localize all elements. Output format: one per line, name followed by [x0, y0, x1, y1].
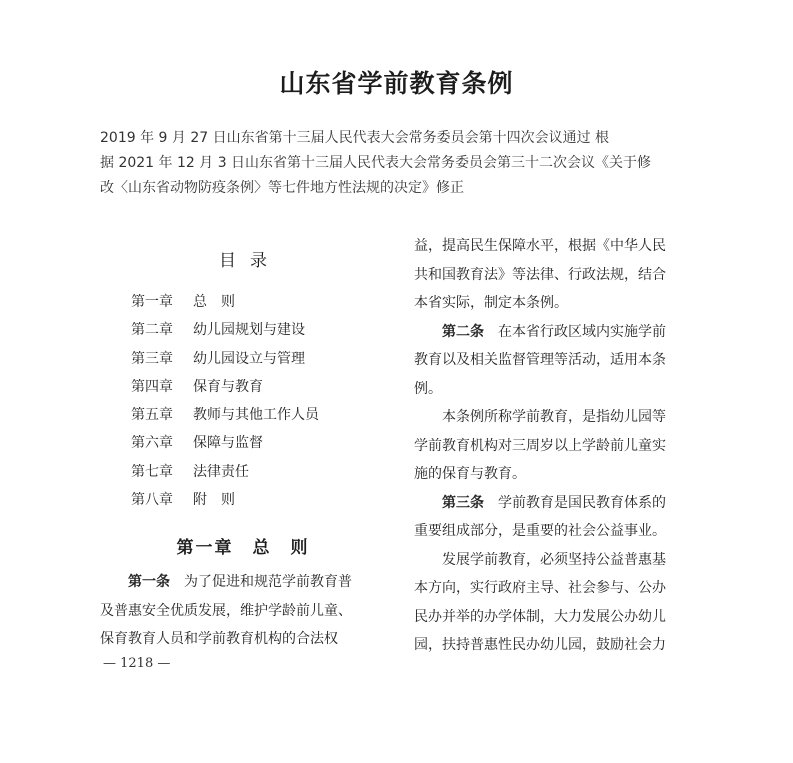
body-line: 园，扶持普惠性民办幼儿园，鼓励社会力: [414, 637, 666, 653]
table-of-contents: [131, 288, 386, 514]
preamble: [100, 126, 694, 201]
body-line: [100, 568, 386, 597]
body-line: 本省实际，制定本条例。: [414, 295, 568, 311]
toc-item-number: 第四章: [131, 378, 173, 395]
body-line: 保育教育人员和学前教育机构的合法权: [100, 631, 338, 648]
body-line: 本条例所称学前教育，是指幼儿园等: [442, 409, 666, 425]
body-line: [414, 318, 696, 347]
right-column: [414, 232, 696, 660]
article-label: 第一条: [128, 574, 170, 591]
preamble-line: 据 2021 年 12 月 3 日山东省第十三届人民代表大会常务委员会第三十二次会议《关于修: [100, 155, 652, 171]
preamble-line: 2019 年 9 月 27 日山东省第十三届人民代表大会常务委员会第十四次会议通过 根: [100, 130, 610, 146]
article-2-text: [414, 318, 696, 489]
body-line-text: 在本省行政区域内实施学前: [498, 323, 666, 340]
page-number: — 1218 —: [103, 656, 171, 671]
body-line: [414, 489, 696, 518]
chapter-heading: 第一章 总 则: [176, 538, 310, 559]
toc-item-number: 第三章: [131, 350, 173, 367]
document-title: 山东省学前教育条例: [279, 69, 514, 98]
toc-item-number: 第七章: [131, 463, 173, 480]
body-line: 发展学前教育，必须坚持公益普惠基: [442, 551, 666, 568]
body-line: 例。: [414, 380, 442, 397]
body-line-text: 为了促进和规范学前教育普: [184, 574, 352, 591]
article-label: 第二条: [442, 323, 484, 340]
article-1-text: [100, 568, 386, 654]
body-line: 本方向，实行政府主导、社会参与、公办: [414, 580, 666, 596]
toc-item: [131, 458, 386, 486]
body-line: 民办并举的办学体制，大力发展公办幼儿: [414, 608, 666, 625]
body-line: 学前教育机构对三周岁以上学龄前儿童实: [414, 437, 666, 454]
toc-item: [131, 401, 386, 429]
toc-title: 目录: [219, 251, 281, 271]
toc-item-number: 第五章: [131, 407, 173, 424]
left-column: [100, 246, 386, 654]
toc-item: [131, 373, 386, 401]
body-line: 教育以及相关监督管理等活动，适用本条: [414, 352, 666, 368]
body-line: 益，提高民生保障水平，根据《中华人民: [414, 238, 666, 254]
toc-item-label: 附 则: [193, 492, 235, 509]
toc-item-number: 第八章: [131, 492, 173, 509]
toc-item-label: 法律责任: [193, 463, 249, 480]
toc-item-label: 幼儿园规划与建设: [193, 322, 305, 339]
toc-item: [131, 429, 386, 457]
article-1-continued: [414, 232, 696, 318]
body-line: 共和国教育法》等法律、行政法规，结合: [414, 266, 666, 283]
toc-item-number: 第六章: [131, 435, 173, 452]
article-label: 第三条: [442, 494, 484, 511]
toc-item: [131, 316, 386, 344]
toc-item: [131, 345, 386, 373]
article-3-text: [414, 489, 696, 660]
toc-item-label: 教师与其他工作人员: [193, 407, 319, 424]
toc-item: [131, 288, 386, 316]
toc-item-label: 幼儿园设立与管理: [193, 350, 305, 367]
toc-item-label: 总 则: [193, 294, 235, 310]
body-line: 重要组成部分，是重要的社会公益事业。: [414, 523, 666, 539]
toc-item: [131, 486, 386, 514]
toc-item-number: 第二章: [131, 322, 173, 339]
body-line-text: 学前教育是国民教育体系的: [498, 494, 666, 511]
toc-item-number: 第一章: [131, 294, 173, 310]
preamble-line: 改〈山东省动物防疫条例〉等七件地方性法规的决定》修正: [100, 180, 464, 196]
body-line: 施的保育与教育。: [414, 466, 526, 482]
toc-item-label: 保育与教育: [193, 378, 263, 395]
body-line: 及普惠安全优质发展，维护学龄前儿童、: [100, 602, 352, 619]
toc-item-label: 保障与监督: [193, 435, 263, 452]
